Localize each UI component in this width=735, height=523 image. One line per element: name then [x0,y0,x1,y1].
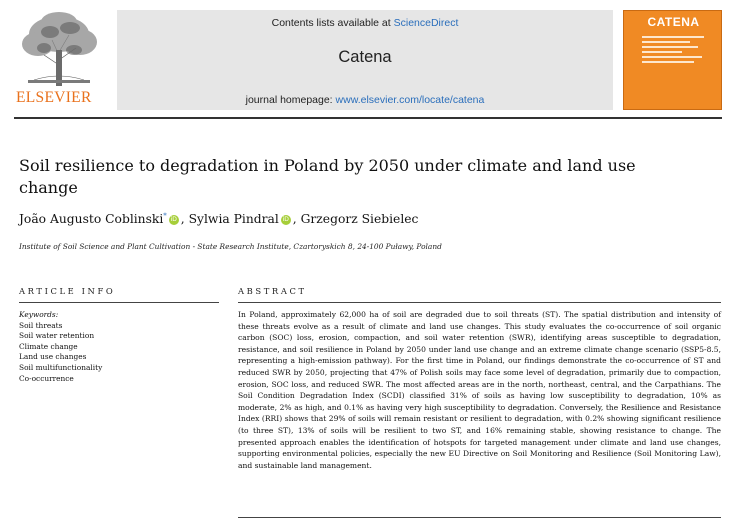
author-list: João Augusto Coblinski* iD , Sylwia Pindral iD , Grzegorz Siebielec [19,212,419,227]
article-title: Soil resilience to degradation in Poland by 2050 under climate and land use change [19,156,636,197]
keyword-item: Climate change [19,341,78,351]
keyword-item: Soil water retention [19,331,95,341]
homepage-prefix: journal homepage: [245,94,333,106]
affiliation: Institute of Soil Science and Plant Cultivation - State Research Institute, Czartoryskich 8, 24-100 Puławy, Poland [19,242,442,251]
cover-decoration [642,33,704,66]
homepage-line [117,94,613,106]
abstract-heading: ABSTRACT [238,286,307,296]
contents-prefix: Contents lists available at [271,17,391,29]
sciencedirect-link[interactable]: ScienceDirect [393,17,459,29]
journal-banner [117,10,613,110]
keyword-item: Land use changes [19,352,87,362]
orcid-icon[interactable]: iD [170,215,177,223]
abstract-text [238,309,721,471]
corresponding-mark[interactable]: * [163,212,167,220]
contents-line [117,17,613,29]
keyword-item: Soil threats [19,320,63,330]
journal-cover[interactable] [623,10,722,110]
keywords-block [19,310,219,384]
article-info-heading: ARTICLE INFO [19,286,116,296]
author-name[interactable]: Sylwia Pindral [188,212,279,227]
keyword-item: Soil multifunctionality [19,362,103,372]
homepage-link[interactable]: www.elsevier.com/locate/catena [335,94,485,106]
header-divider [14,117,722,119]
orcid-icon[interactable]: iD [282,215,289,223]
author-name[interactable]: João Augusto Coblinski [19,212,164,227]
abstract-paragraph: In Poland, approximately 62,000 ha of soil are degraded due to soil threats (ST). The spatial distribution and intensity of these threats evolve as a result of climate and land use changes. This study evaluates the co-occurrence of soil organic carbon (SOC) loss, erosion, compaction, and soil water retention (SWR), identifying areas susceptible to degradation, resistance, and soil resilience in Poland by 2050 under land use change and an extreme climate change scenario (SSP5-8.5, representing a high-emission pathway). For the first time in Poland, our findings demonstrate the co-occurrence of ST and reduced SWR by 2050, projecting that 47% of Polish soils may face some level of degradation, primarily due to compaction, erosion, SOC loss, and reduced SWR. The most affected areas are in the north, northeast, central, and the Carpathians. The Soil Condition Degradation Index (SCDI) classified 31% of soils as having low susceptibility to degradation, 10% as moderate, 2% as high, and 0.1% as having very high susceptibility to degradation. Conversely, the Resilience and Resistance Index (RRI) shows that 29% of soils will remain resistant or resilient to degradation, with 0.2% showing significant resilience (to three ST), 13% of soils will be resilient to two ST, and 16% remaining stable, showing resistance to change. The presented approach enables the identification of hotspots for targeted management under climate and land use changes, supporting environmental policies, especially the new EU Directive on Soil Monitoring and Resilience (Soil Monitoring Law), and sustainable land management. [238,310,721,470]
journal-header [0,0,735,120]
abstract-divider [238,302,721,303]
elsevier-wordmark: ELSEVIER [16,89,92,106]
elsevier-tree-logo [14,10,104,88]
keyword-item: Co-occurrence [19,373,74,383]
author-name[interactable]: Grzegorz Siebielec [300,212,419,227]
cover-title: CATENA [647,15,700,29]
abstract-bottom-divider [238,517,721,518]
elsevier-logo[interactable] [14,10,104,110]
article-info-divider [19,302,219,303]
keywords-label: Keywords: [19,310,59,319]
journal-name: Catena [338,48,392,66]
